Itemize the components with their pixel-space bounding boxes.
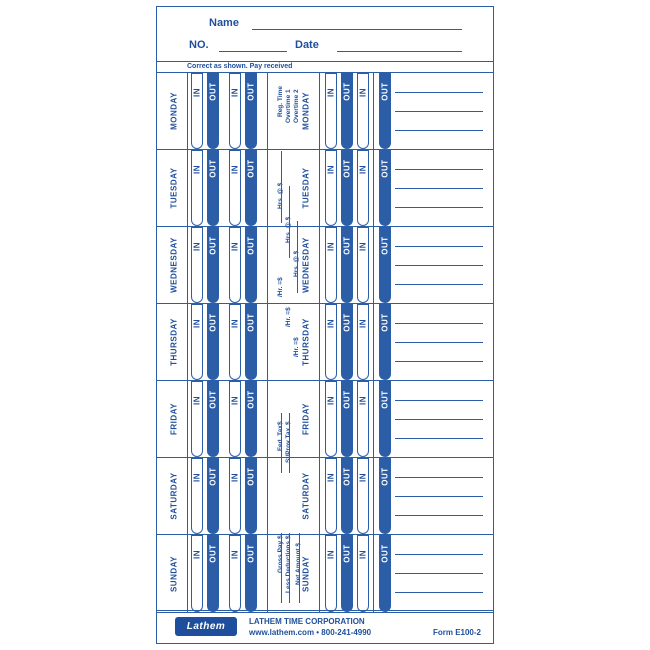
write-line[interactable] — [395, 207, 483, 208]
in-column-mid[interactable]: IN — [325, 458, 337, 534]
notice-text: Correct as shown. Pay received — [187, 63, 293, 70]
in-column-mid[interactable]: IN — [325, 381, 337, 457]
out-column-left[interactable]: OUT — [207, 381, 219, 457]
write-line[interactable] — [395, 438, 483, 439]
number-write-line[interactable] — [219, 51, 287, 52]
payroll-net-amount: Net Amount $ — [295, 542, 302, 585]
out-column-mid-2[interactable]: OUT — [379, 458, 391, 534]
write-line[interactable] — [395, 92, 483, 93]
out-column-left[interactable]: OUT — [207, 150, 219, 226]
in-column-mid[interactable]: IN — [325, 150, 337, 226]
write-line[interactable] — [395, 188, 483, 189]
company-contact: www.lathem.com • 800-241-4990 — [249, 628, 372, 637]
out-column-mid-2[interactable]: OUT — [379, 73, 391, 149]
out-column-left-2[interactable]: OUT — [245, 381, 257, 457]
day-label-left: TUESDAY — [169, 167, 179, 209]
in-column-mid[interactable]: IN — [325, 304, 337, 380]
in-column-mid[interactable]: IN — [325, 535, 337, 612]
day-row-saturday — [157, 458, 493, 535]
write-line[interactable] — [395, 515, 483, 516]
days-grid — [157, 73, 493, 613]
payroll-line[interactable] — [281, 533, 282, 603]
out-column-mid-2[interactable]: OUT — [379, 227, 391, 303]
in-column-left[interactable]: IN — [191, 458, 203, 534]
in-column-left-2[interactable]: IN — [229, 535, 241, 612]
write-line[interactable] — [395, 246, 483, 247]
payroll-line[interactable] — [289, 533, 290, 603]
payroll-overtime-2: Overtime 2 — [293, 89, 300, 123]
day-label-left: FRIDAY — [169, 402, 179, 436]
in-column-left[interactable]: IN — [191, 73, 203, 149]
form-number: Form E100-2 — [432, 628, 481, 637]
in-column-mid-2[interactable]: IN — [357, 381, 369, 457]
in-column-mid[interactable]: IN — [325, 227, 337, 303]
write-line[interactable] — [395, 496, 483, 497]
write-line[interactable] — [395, 111, 483, 112]
write-line[interactable] — [395, 361, 483, 362]
in-column-mid-2[interactable]: IN — [357, 73, 369, 149]
day-label-left: WEDNESDAY — [169, 237, 179, 293]
day-label-left: THURSDAY — [169, 318, 179, 366]
write-line[interactable] — [395, 400, 483, 401]
out-column-mid[interactable]: OUT — [341, 150, 353, 226]
payroll-line[interactable] — [297, 221, 298, 293]
in-column-mid-2[interactable]: IN — [357, 304, 369, 380]
out-column-mid-2[interactable]: OUT — [379, 304, 391, 380]
payroll-less-deductions: Less Deductions $ — [285, 535, 292, 593]
in-column-left-2[interactable]: IN — [229, 227, 241, 303]
out-column-left[interactable]: OUT — [207, 304, 219, 380]
out-column-left-2[interactable]: OUT — [245, 458, 257, 534]
payroll-line[interactable] — [289, 186, 290, 258]
day-label-mid: WEDNESDAY — [301, 237, 311, 293]
in-column-left-2[interactable]: IN — [229, 458, 241, 534]
in-column-left[interactable]: IN — [191, 535, 203, 612]
day-row-friday — [157, 381, 493, 458]
write-line[interactable] — [395, 592, 483, 593]
out-column-left-2[interactable]: OUT — [245, 304, 257, 380]
out-column-mid-2[interactable]: OUT — [379, 535, 391, 612]
day-label-mid: THURSDAY — [301, 318, 311, 366]
payroll-line[interactable] — [281, 413, 282, 473]
out-column-left-2[interactable]: OUT — [245, 227, 257, 303]
day-label-mid: SATURDAY — [301, 472, 311, 520]
in-column-left[interactable]: IN — [191, 381, 203, 457]
card-footer — [157, 610, 493, 643]
day-row-thursday — [157, 304, 493, 381]
write-line[interactable] — [395, 554, 483, 555]
out-column-left[interactable]: OUT — [207, 458, 219, 534]
out-column-mid-2[interactable]: OUT — [379, 381, 391, 457]
in-column-left-2[interactable]: IN — [229, 304, 241, 380]
in-column-mid-2[interactable]: IN — [357, 227, 369, 303]
day-label-mid: MONDAY — [301, 92, 311, 130]
payroll-fed-amount: $ — [277, 421, 284, 425]
payroll-state-tax: St/Prov Tax — [285, 427, 292, 463]
lathem-logo: Lathem — [175, 617, 237, 636]
in-column-mid-2[interactable]: IN — [357, 150, 369, 226]
name-write-line[interactable] — [252, 29, 462, 30]
in-column-mid[interactable]: IN — [325, 73, 337, 149]
day-row-monday — [157, 73, 493, 150]
day-row-wednesday — [157, 227, 493, 304]
notice-bar — [157, 61, 493, 73]
out-column-mid[interactable]: OUT — [341, 227, 353, 303]
out-column-mid-2[interactable]: OUT — [379, 150, 391, 226]
day-row-sunday — [157, 535, 493, 613]
day-row-tuesday — [157, 150, 493, 227]
out-column-mid[interactable]: OUT — [341, 304, 353, 380]
payroll-rate-1: /Hr. =$ — [277, 277, 284, 297]
payroll-line[interactable] — [289, 413, 290, 473]
out-column-left-2[interactable]: OUT — [245, 535, 257, 612]
time-card — [156, 6, 494, 644]
day-label-left: SUNDAY — [169, 555, 179, 592]
out-column-left[interactable]: OUT — [207, 227, 219, 303]
date-write-line[interactable] — [337, 51, 462, 52]
write-line[interactable] — [395, 169, 483, 170]
payroll-reg-time: Reg. Time — [277, 86, 284, 117]
write-line[interactable] — [395, 130, 483, 131]
out-column-mid[interactable]: OUT — [341, 535, 353, 612]
company-name: LATHEM TIME CORPORATION — [249, 617, 365, 626]
out-column-left[interactable]: OUT — [207, 535, 219, 612]
payroll-line[interactable] — [281, 151, 282, 223]
write-line[interactable] — [395, 477, 483, 478]
payroll-hours-2: Hrs. @ $ — [285, 216, 292, 243]
write-line[interactable] — [395, 573, 483, 574]
in-column-left[interactable]: IN — [191, 304, 203, 380]
in-column-left[interactable]: IN — [191, 227, 203, 303]
in-column-left[interactable]: IN — [191, 150, 203, 226]
payroll-rate-3: /Hr. =$ — [293, 337, 300, 357]
date-label: Date — [295, 39, 319, 51]
out-column-mid[interactable]: OUT — [341, 381, 353, 457]
out-column-left[interactable]: OUT — [207, 73, 219, 149]
payroll-rate-2: /Hr. =$ — [285, 307, 292, 327]
write-line[interactable] — [395, 265, 483, 266]
in-column-mid-2[interactable]: IN — [357, 535, 369, 612]
payroll-hours-3: Hrs. @ $ — [293, 250, 300, 277]
payroll-hours-1: Hrs. @ $ — [277, 182, 284, 209]
out-column-left-2[interactable]: OUT — [245, 73, 257, 149]
day-label-left: SATURDAY — [169, 472, 179, 520]
write-line[interactable] — [395, 342, 483, 343]
day-label-left: MONDAY — [169, 92, 179, 130]
number-label: NO. — [189, 39, 209, 51]
day-label-mid: SUNDAY — [301, 555, 311, 592]
write-line[interactable] — [395, 323, 483, 324]
payroll-overtime-1: Overtime 1 — [285, 89, 292, 123]
in-column-left-2[interactable]: IN — [229, 73, 241, 149]
write-line[interactable] — [395, 284, 483, 285]
day-label-mid: FRIDAY — [301, 402, 311, 436]
payroll-fed-tax: Fed. Tax — [277, 425, 284, 451]
in-column-left-2[interactable]: IN — [229, 150, 241, 226]
payroll-state-amount: $ — [285, 421, 292, 425]
card-header — [157, 7, 493, 61]
out-column-mid[interactable]: OUT — [341, 73, 353, 149]
in-column-mid-2[interactable]: IN — [357, 458, 369, 534]
day-label-mid: TUESDAY — [301, 167, 311, 209]
out-column-left-2[interactable]: OUT — [245, 150, 257, 226]
payroll-line[interactable] — [299, 533, 300, 603]
payroll-gross-pay: Gross Pay $ — [277, 535, 284, 573]
write-line[interactable] — [395, 419, 483, 420]
out-column-mid[interactable]: OUT — [341, 458, 353, 534]
in-column-left-2[interactable]: IN — [229, 381, 241, 457]
name-label: Name — [209, 17, 239, 29]
